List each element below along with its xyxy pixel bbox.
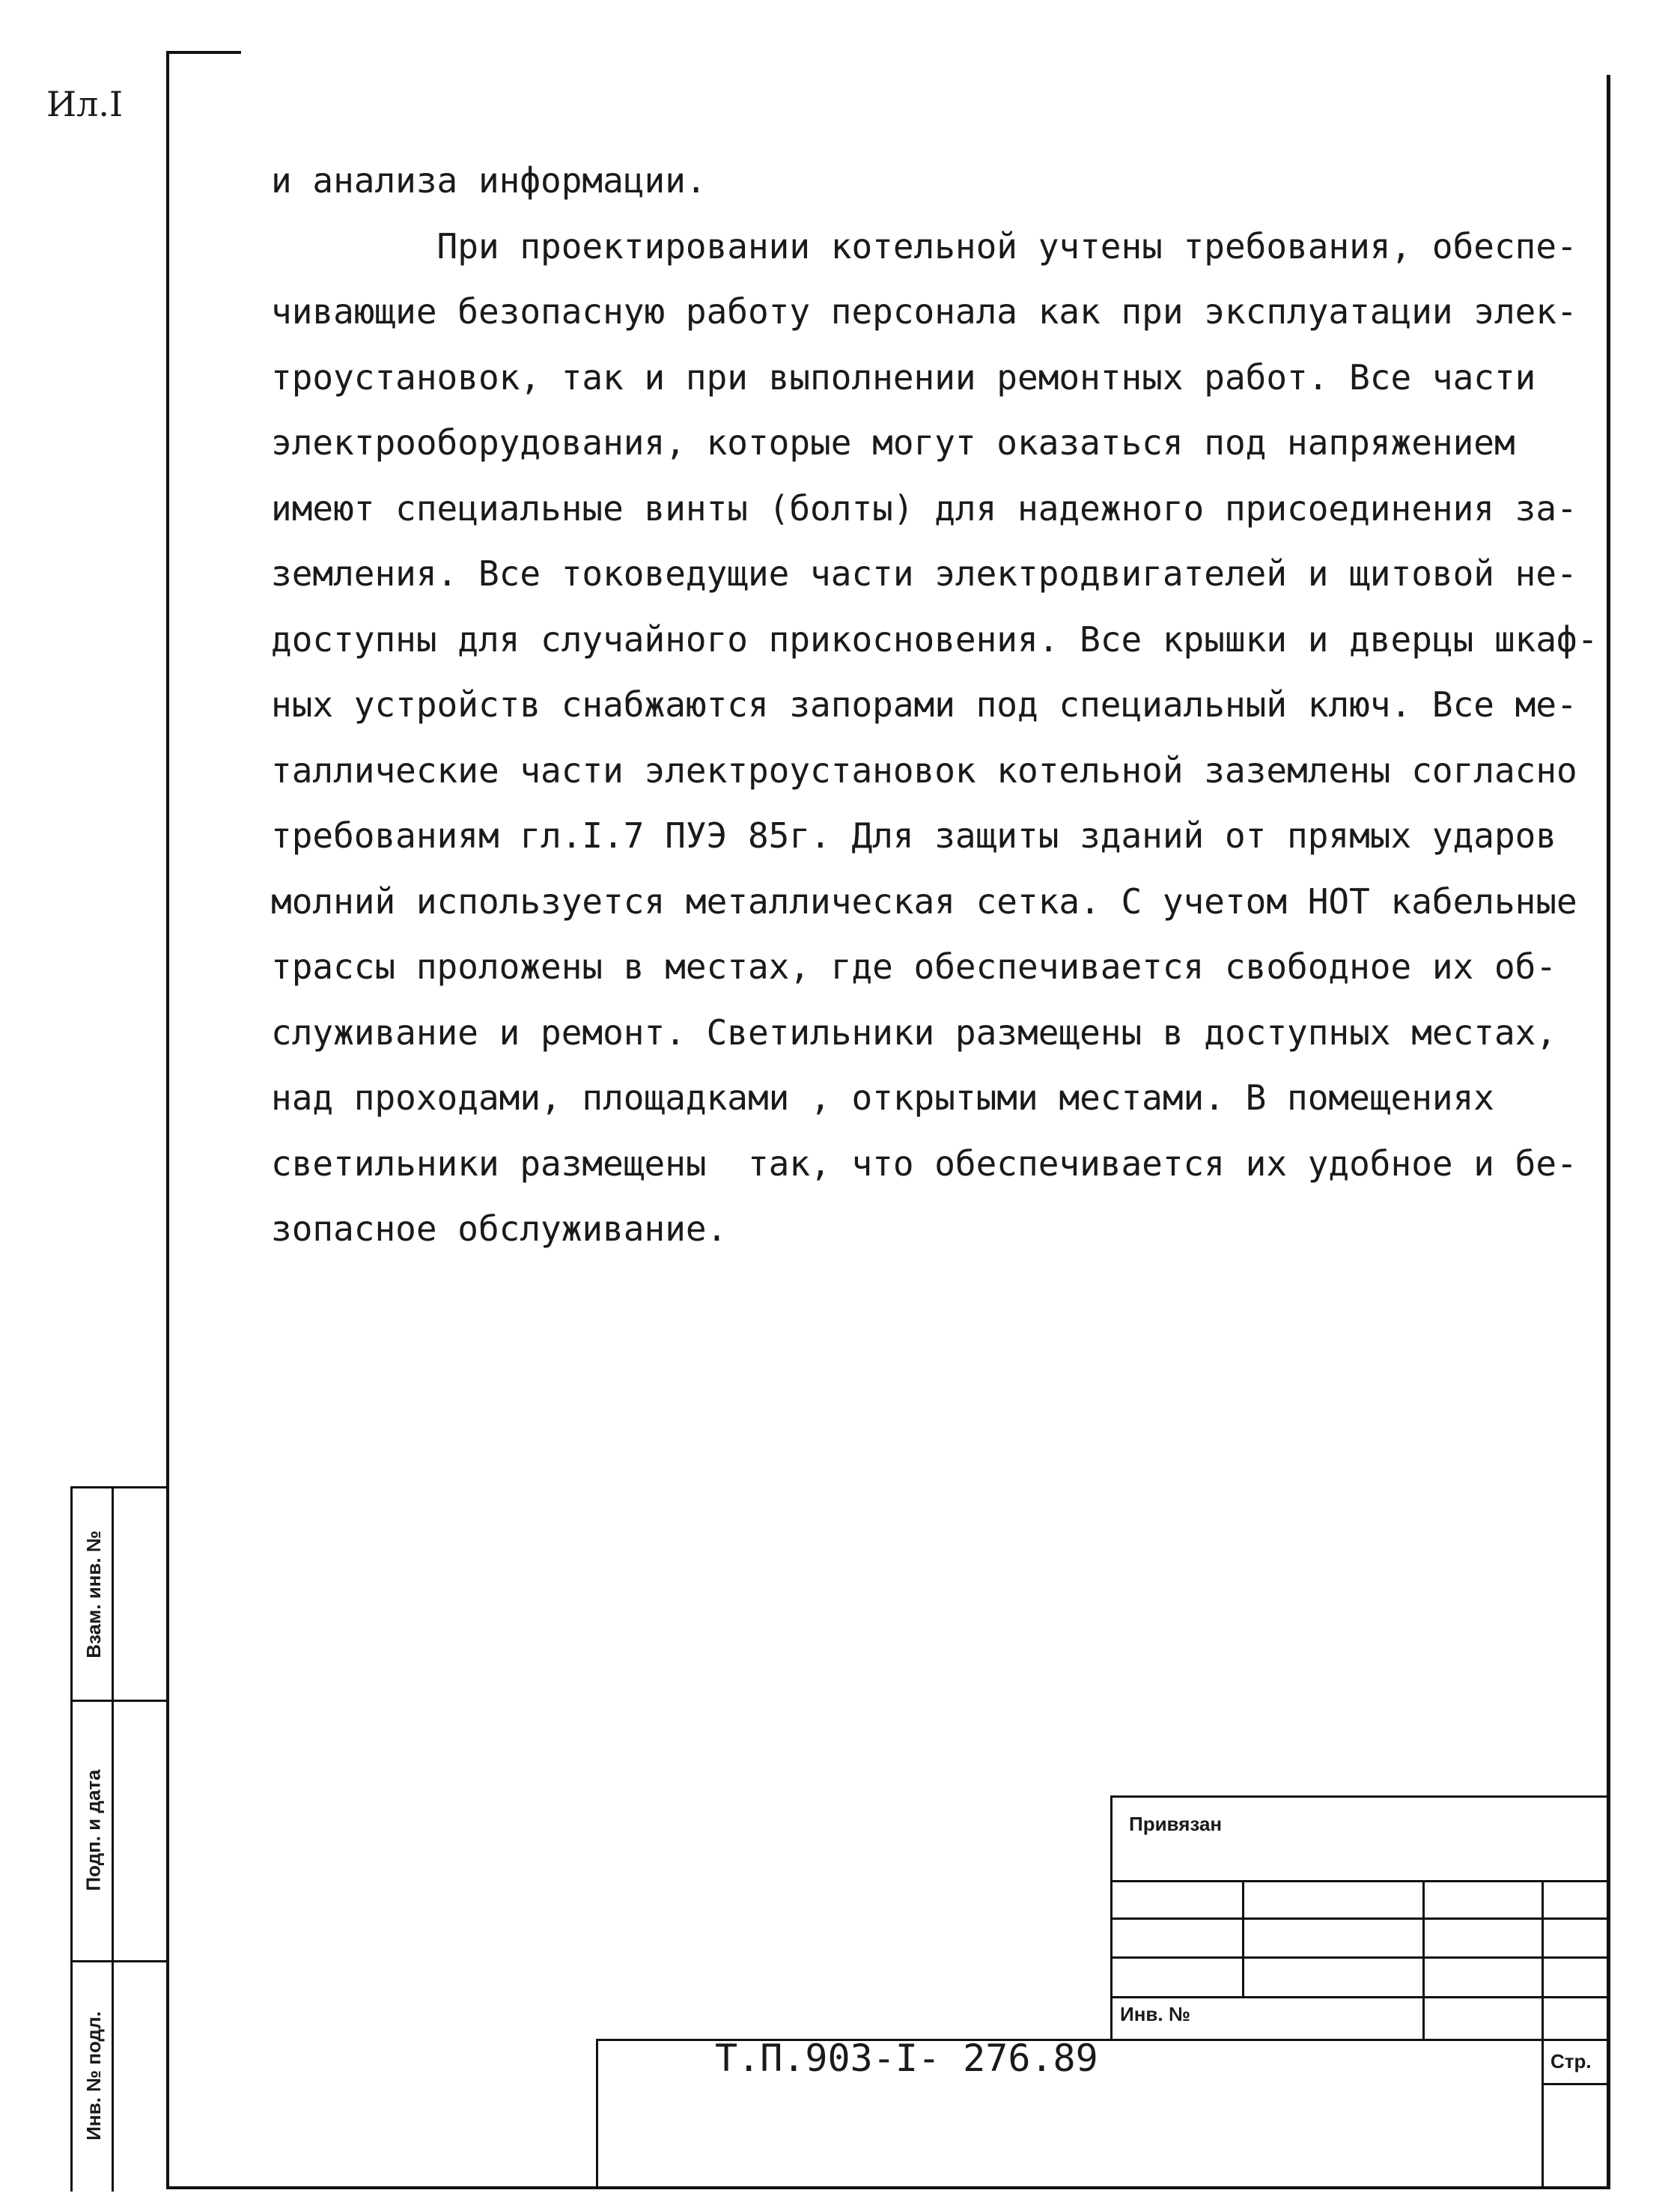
page-cell-divider	[1541, 2041, 1544, 2187]
text-line: требованиям гл.I.7 ПУЭ 85г. Для защиты зданий от прямых ударов	[271, 815, 1557, 856]
table-line	[1422, 1880, 1425, 2041]
table-line	[1113, 1917, 1608, 1920]
side-stamp-divider	[112, 1488, 114, 2192]
text-line: доступны для случайного прикосновения. Все крышки и дверцы шкаф-	[271, 618, 1598, 660]
vzam-inv-label: Взам. инв. №	[82, 1530, 105, 1658]
page-label: Стр.	[1550, 2050, 1592, 2072]
text-line: электрооборудования, которые могут оказаться под напряжением	[271, 422, 1515, 463]
table-line	[1242, 1880, 1244, 1996]
table-line	[1113, 1996, 1608, 1998]
text-line: над проходами, площадками , открытыми местами. В помещениях	[271, 1077, 1494, 1118]
privyazan-label: Привязан	[1129, 1813, 1223, 1835]
page-cell-line	[1541, 2083, 1608, 2085]
text-line: земления. Все токоведущие части электродвигателей и щитовой не-	[271, 553, 1577, 594]
frame-top-tick	[166, 51, 241, 54]
text-line: и анализа информации.	[271, 160, 707, 201]
document-code: Т.П.903-I- 276.89	[715, 2037, 1098, 2080]
inv-no-label: Инв. №	[1120, 2003, 1190, 2025]
text-line: троустановок, так и при выполнении ремонтных работ. Все части	[271, 356, 1536, 398]
table-line	[1113, 1956, 1608, 1959]
text-line: трассы проложены в местах, где обеспечивается свободное их об-	[271, 946, 1557, 987]
text-line: При проектировании котельной учтены требования, обеспе-	[271, 225, 1577, 267]
sheet-label: Ил.I	[46, 84, 124, 124]
table-line	[1541, 1880, 1544, 2041]
table-line	[1113, 1880, 1608, 1882]
text-line: молний используется металлическая сетка. С учетом НОТ кабельные	[271, 881, 1577, 922]
privyazan-block	[1110, 1795, 1610, 2041]
text-line: чивающие безопасную работу персонала как при эксплуатации элек-	[271, 291, 1577, 332]
text-line: светильники размещены так, что обеспечивается их удобное и бе-	[271, 1143, 1577, 1184]
text-line: таллические части электроустановок котельной заземлены согласно	[271, 749, 1577, 791]
text-line: имеют специальные винты (болты) для надежного присоединения за-	[271, 487, 1577, 529]
inv-podl-label: Инв. № подл.	[82, 2011, 105, 2141]
body-text	[271, 148, 1596, 1262]
text-line: служивание и ремонт. Светильники размещены в доступных местах,	[271, 1012, 1557, 1053]
side-stamp	[70, 1486, 167, 2192]
podp-data-label: Подп. и дата	[82, 1769, 105, 1891]
text-line: ных устройств снабжаются запорами под специальный ключ. Все ме-	[271, 684, 1577, 725]
text-line: зопасное обслуживание.	[271, 1208, 728, 1249]
